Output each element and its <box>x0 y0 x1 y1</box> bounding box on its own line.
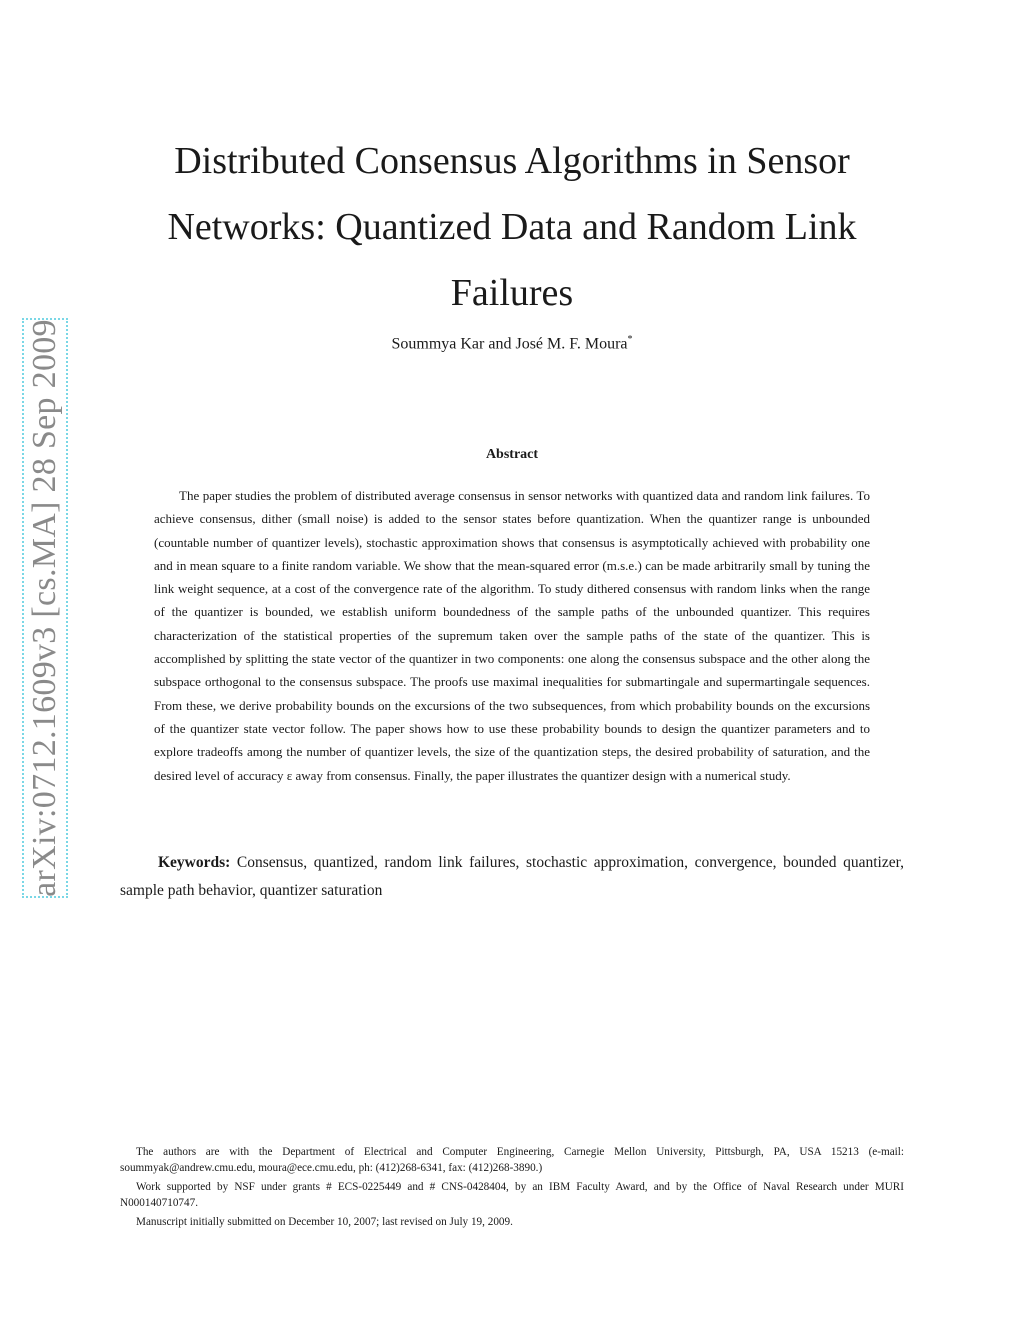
footnotes <box>120 1145 904 1235</box>
abstract-heading: Abstract <box>485 447 539 462</box>
keywords-paragraph <box>120 849 904 905</box>
arxiv-identifier-text: arXiv:0712.1609v3 [cs.MA] 28 Sep 2009 <box>26 319 63 897</box>
author-footnote-mark: * <box>627 334 633 345</box>
paper-title: Distributed Consensus Algorithms in Sensor Networks: Quantized Data and Random Link Failures <box>167 140 857 314</box>
author-line <box>120 334 904 353</box>
arxiv-identifier-stamp <box>22 318 68 898</box>
keywords-text: Consensus, quantized, random link failures, stochastic approximation, convergence, bounded quantizer, sample path behavior, quantizer saturation <box>120 854 904 899</box>
footnote-manuscript-dates: Manuscript initially submitted on December 10, 2007; last revised on July 19, 2009. <box>136 1216 513 1228</box>
abstract-body: The paper studies the problem of distributed average consensus in sensor networks with quantized data and random link failures. To achieve consensus, dither (small noise) is added to the sensor states before quantization. When the quantizer range is unbounded (countable number of quantizer levels), stochastic approximation shows that consensus is asymptotically achieved with probability one and in mean square to a finite random variable. We show that the mean-squared error (m.s.e.) can be made arbitrarily small by tuning the link weight sequence, at a cost of the convergence rate of the algorithm. To study dithered consensus with random links when the range of the quantizer is bounded, we establish uniform boundedness of the sample paths of the unbounded quantizer. This requires characterization of the statistical properties of the supremum taken over the sample paths of the state of the quantizer. This is accomplished by splitting the state vector of the quantizer in two components: one along the consensus subspace and the other along the subspace orthogonal to the consensus subspace. The proofs use maximal inequalities for submartingale and supermartingale sequences. From these, we derive probability bounds on the excursions of the two subsequences, from which probability bounds on the excursions of the quantizer state vector follow. The paper shows how to use these probability bounds to design the quantizer parameters and to explore tradeoffs among the number of quantizer levels, the size of the quantization steps, the desired probability of saturation, and the desired level of accuracy ε away from consensus. Finally, the paper illustrates the quantizer design with a numerical study. <box>154 488 870 783</box>
footnote-funding: Work supported by NSF under grants # ECS-0225449 and # CNS-0428404, by an IBM Faculty Award, and by the Office of Naval Research under MURI N000140710747. <box>120 1181 904 1209</box>
footnote-affiliation: The authors are with the Department of Electrical and Computer Engineering, Carnegie Mellon University, Pittsburgh, PA, USA 15213 (e-mail: soummyak@andrew.cmu.edu, moura@ece.cmu.edu, ph: (412)268-6341, fax: (412)268-3890.) <box>120 1146 904 1174</box>
keywords-label: Keywords: <box>158 854 231 871</box>
author-names: Soummya Kar and José M. F. Moura <box>391 335 628 353</box>
